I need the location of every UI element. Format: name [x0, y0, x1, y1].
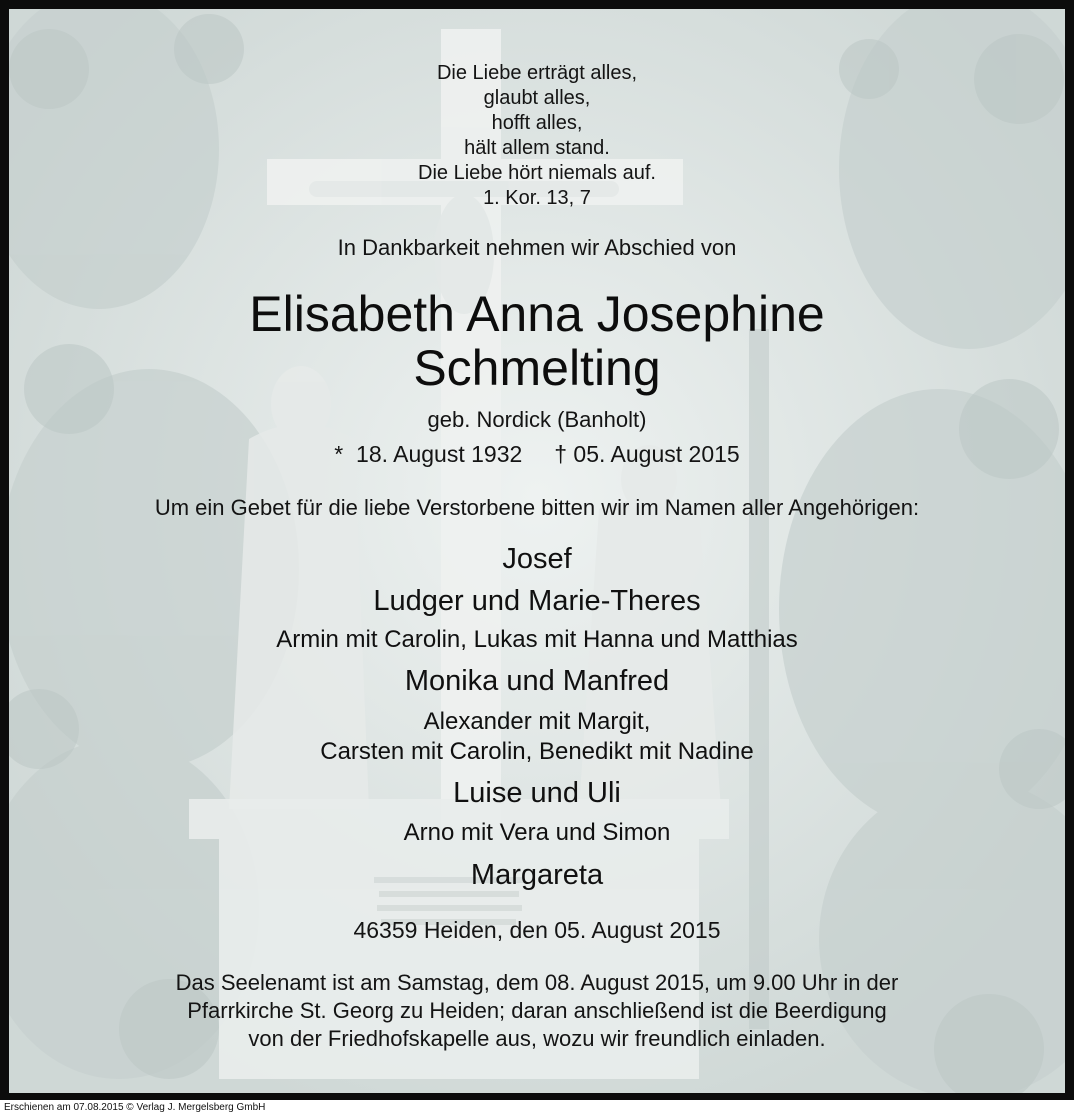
verse-line: glaubt alles,	[483, 87, 591, 109]
funeral-line: Das Seelenamt ist am Samstag, dem 08. August 2015, um 9.00 Uhr in der	[175, 970, 899, 995]
verse-reference: 1. Kor. 13, 7	[483, 187, 591, 209]
obituary-card	[9, 9, 1065, 1093]
death-date: † 05. August 2015	[554, 441, 740, 467]
verse-line: Die Liebe hört niemals auf.	[418, 162, 656, 184]
deceased-name-line1: Elisabeth Anna Josephine	[249, 286, 825, 342]
funeral-line: Pfarrkirche St. Georg zu Heiden; daran anschließend ist die Beerdigung	[187, 998, 887, 1023]
family-member: Margareta	[470, 859, 604, 891]
farewell-intro: In Dankbarkeit nehmen wir Abschied von	[337, 235, 737, 260]
family-member: Carsten mit Carolin, Benedikt mit Nadine	[320, 738, 754, 765]
deceased-name	[9, 287, 1065, 395]
life-dates	[9, 441, 1065, 468]
family-member: Alexander mit Margit,	[423, 708, 651, 735]
prayer-request: Um ein Gebet für die liebe Verstorbene bitten wir im Namen aller Angehörigen:	[154, 495, 920, 520]
publication-footer: Erschienen am 07.08.2015 © Verlag J. Mergelsberg GmbH	[4, 1102, 266, 1113]
birth-name: geb. Nordick (Banholt)	[427, 407, 647, 432]
family-member: Josef	[502, 543, 572, 575]
funeral-line: von der Friedhofskapelle aus, wozu wir freundlich einladen.	[248, 1026, 826, 1051]
place-and-date: 46359 Heiden, den 05. August 2015	[353, 917, 721, 943]
family-member: Ludger und Marie-Theres	[373, 585, 701, 617]
family-member: Monika und Manfred	[404, 665, 670, 697]
birth-date: * 18. August 1932	[334, 441, 523, 467]
verse-line: hofft alles,	[491, 112, 583, 134]
family-member: Arno mit Vera und Simon	[403, 819, 671, 846]
verse-line: hält allem stand.	[464, 137, 610, 159]
family-member: Armin mit Carolin, Lukas mit Hanna und Matthias	[276, 626, 798, 653]
deceased-name-line2: Schmelting	[413, 340, 661, 396]
funeral-notice	[9, 969, 1065, 1053]
family-member: Luise und Uli	[453, 777, 621, 809]
verse-line: Die Liebe erträgt alles,	[436, 62, 638, 84]
bible-verse	[9, 61, 1065, 211]
